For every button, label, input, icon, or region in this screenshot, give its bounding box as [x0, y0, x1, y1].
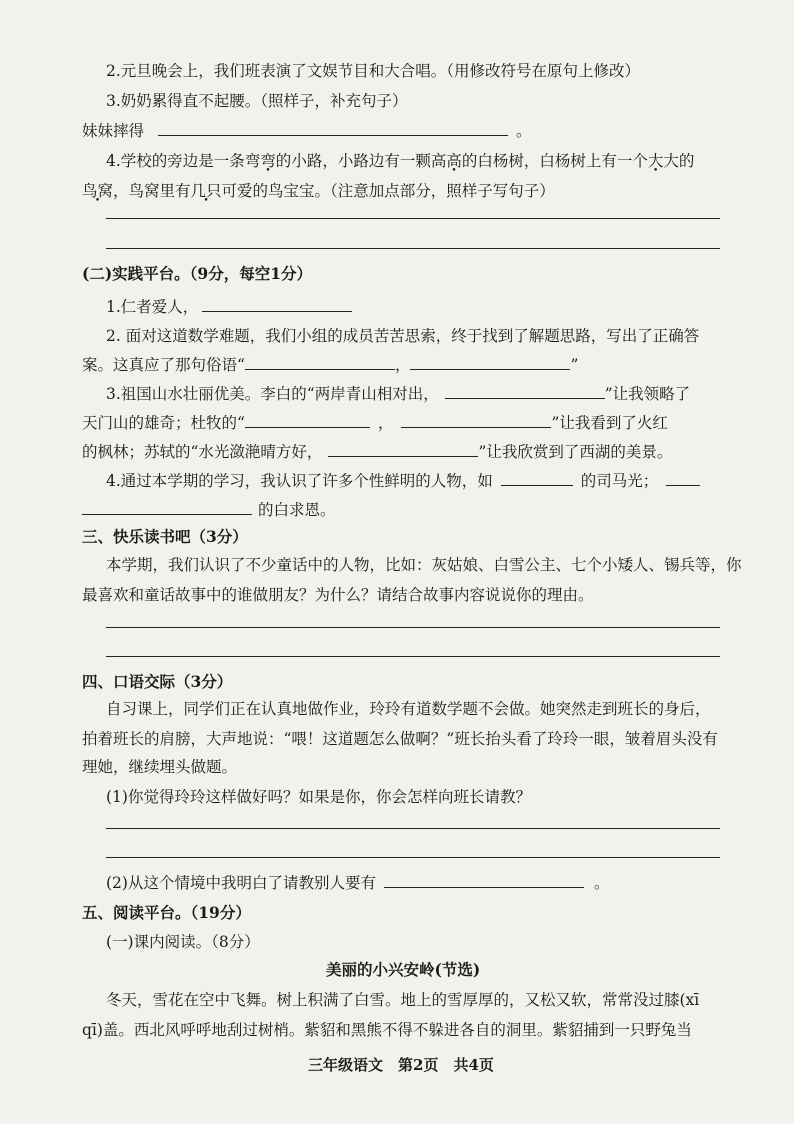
section-3-line-1: 本学期，我们认识了不少童话中的人物，比如：灰姑娘、白雪公主、七个小矮人、锡兵等，你: [106, 556, 742, 574]
practice-2-line-1: 2. 面对这道数学难题，我们小组的成员苦苦思索，终于找到了解题思路，写出了正确答: [106, 327, 700, 345]
reading-title: 美丽的小兴安岭(节选): [326, 960, 481, 979]
practice-4-blank-3[interactable]: [82, 500, 252, 515]
practice-4-line-2: 的白求恩。: [82, 498, 336, 520]
section-3-line-2: 最喜欢和童话故事中的谁做朋友？为什么？请结合故事内容说说你的理由。: [82, 586, 594, 604]
reading-line-1: 冬天，雪花在空中飞舞。树上积满了白雪。地上的雪厚厚的，又松又软，常常没过膝(xī: [106, 991, 700, 1009]
section-2-title: (二)实践平台。（9分，每空1分）: [82, 264, 312, 283]
practice-1-blank[interactable]: [202, 297, 352, 312]
answer-line[interactable]: [106, 857, 720, 858]
page-footer: 三年级语文 第2页 共4页: [308, 1056, 494, 1074]
answer-line[interactable]: [106, 218, 720, 219]
question-2: 2.元旦晚会上，我们班表演了文娱节目和大合唱。（用修改符号在原句上修改）: [106, 62, 641, 80]
practice-3-blank-3[interactable]: [401, 413, 551, 428]
question-4-line-1: 4.学校的旁边是一条弯弯的小路，小路边有一颗高高的白杨树，白杨树上有一个大大的 •: [106, 149, 694, 171]
emphasis-dots-3: 一个大大的 •: [617, 152, 695, 170]
section-5-title: 五、阅读平台。（19分）: [82, 903, 251, 922]
section-4-question-2: (2)从这个情境中我明白了请教别人要有 。: [106, 874, 610, 892]
answer-line[interactable]: [106, 656, 720, 657]
section-4-question-1: (1)你觉得玲玲这样做好吗？如果是你，你会怎样向班长请教？: [106, 788, 531, 806]
practice-3-line-1: 3.祖国山水壮丽优美。李白的“两岸青山相对出， ”让我领略了: [106, 385, 691, 403]
section-4-title: 四、口语交际（3分）: [82, 672, 233, 691]
practice-2-blank-2[interactable]: [410, 355, 570, 370]
question-3-answer-row: [82, 119, 532, 141]
section-4-line-2: 拍着班长的肩膀，大声地说：“喂！这道题怎么做啊？”班长抬头看了玲玲一眼，皱着眉头没有: [82, 730, 718, 748]
section-5-subtitle: (一)课内阅读。（8分）: [106, 933, 260, 951]
practice-4-blank-1[interactable]: [501, 471, 573, 486]
practice-3-line-3: 的枫林；苏轼的“水光潋滟晴方好， ”让我欣赏到了西湖的美景。: [82, 443, 673, 461]
reading-line-2: qī)盖。西北风呼呼地刮过树梢。紫貂和黑熊不得不躲进各自的洞里。紫貂捕到一只野兔当: [82, 1021, 692, 1039]
answer-line[interactable]: [106, 627, 720, 628]
practice-3-line-2: 天门山的雄奇；杜牧的“ ， ”让我看到了火红: [82, 414, 668, 432]
section-4-line-3: 理她，继续埋头做题。: [82, 758, 238, 776]
section-4-line-1: 自习课上，同学们正在认真地做作业，玲玲有道数学题不会做。她突然走到班长的身后，: [106, 700, 711, 718]
answer-line[interactable]: [106, 248, 720, 249]
question-3-prefix: 妹妹摔得: [82, 122, 145, 140]
practice-3-blank-2[interactable]: [245, 413, 370, 428]
practice-2-blank-1[interactable]: [245, 355, 395, 370]
question-4-line-2: 鸟窝，鸟窝里有几只可爱的鸟宝宝。（注意加点部分，照样子写句子）: [82, 182, 555, 200]
practice-1: 1.仁者爱人，: [106, 295, 352, 317]
question-3: 3.奶奶累得直不起腰。（照样子，补充句子）: [106, 92, 408, 110]
question-3-end: 。: [516, 122, 532, 140]
practice-3-blank-4[interactable]: [328, 442, 478, 457]
section-3-title: 三、快乐读书吧（3分）: [82, 527, 248, 546]
practice-4-line-1: 4.通过本学期的学习，我认识了许多个性鲜明的人物，如 的司马光；: [106, 469, 700, 491]
section-4-blank[interactable]: [384, 873, 584, 888]
emphasis-dots-1: 弯弯的: [244, 152, 292, 170]
emphasis-dots-2: 高高的: [430, 152, 478, 170]
question-3-blank[interactable]: [158, 121, 508, 136]
emphasis-dots-5: 几只: [190, 182, 222, 200]
emphasis-dots-4: 鸟窝: [82, 182, 114, 200]
practice-4-blank-2[interactable]: [666, 471, 700, 486]
practice-2-line-2: 案。这真应了那句俗语“ ， ”: [82, 356, 579, 374]
answer-line[interactable]: [106, 828, 720, 829]
practice-3-blank-1[interactable]: [445, 384, 605, 399]
